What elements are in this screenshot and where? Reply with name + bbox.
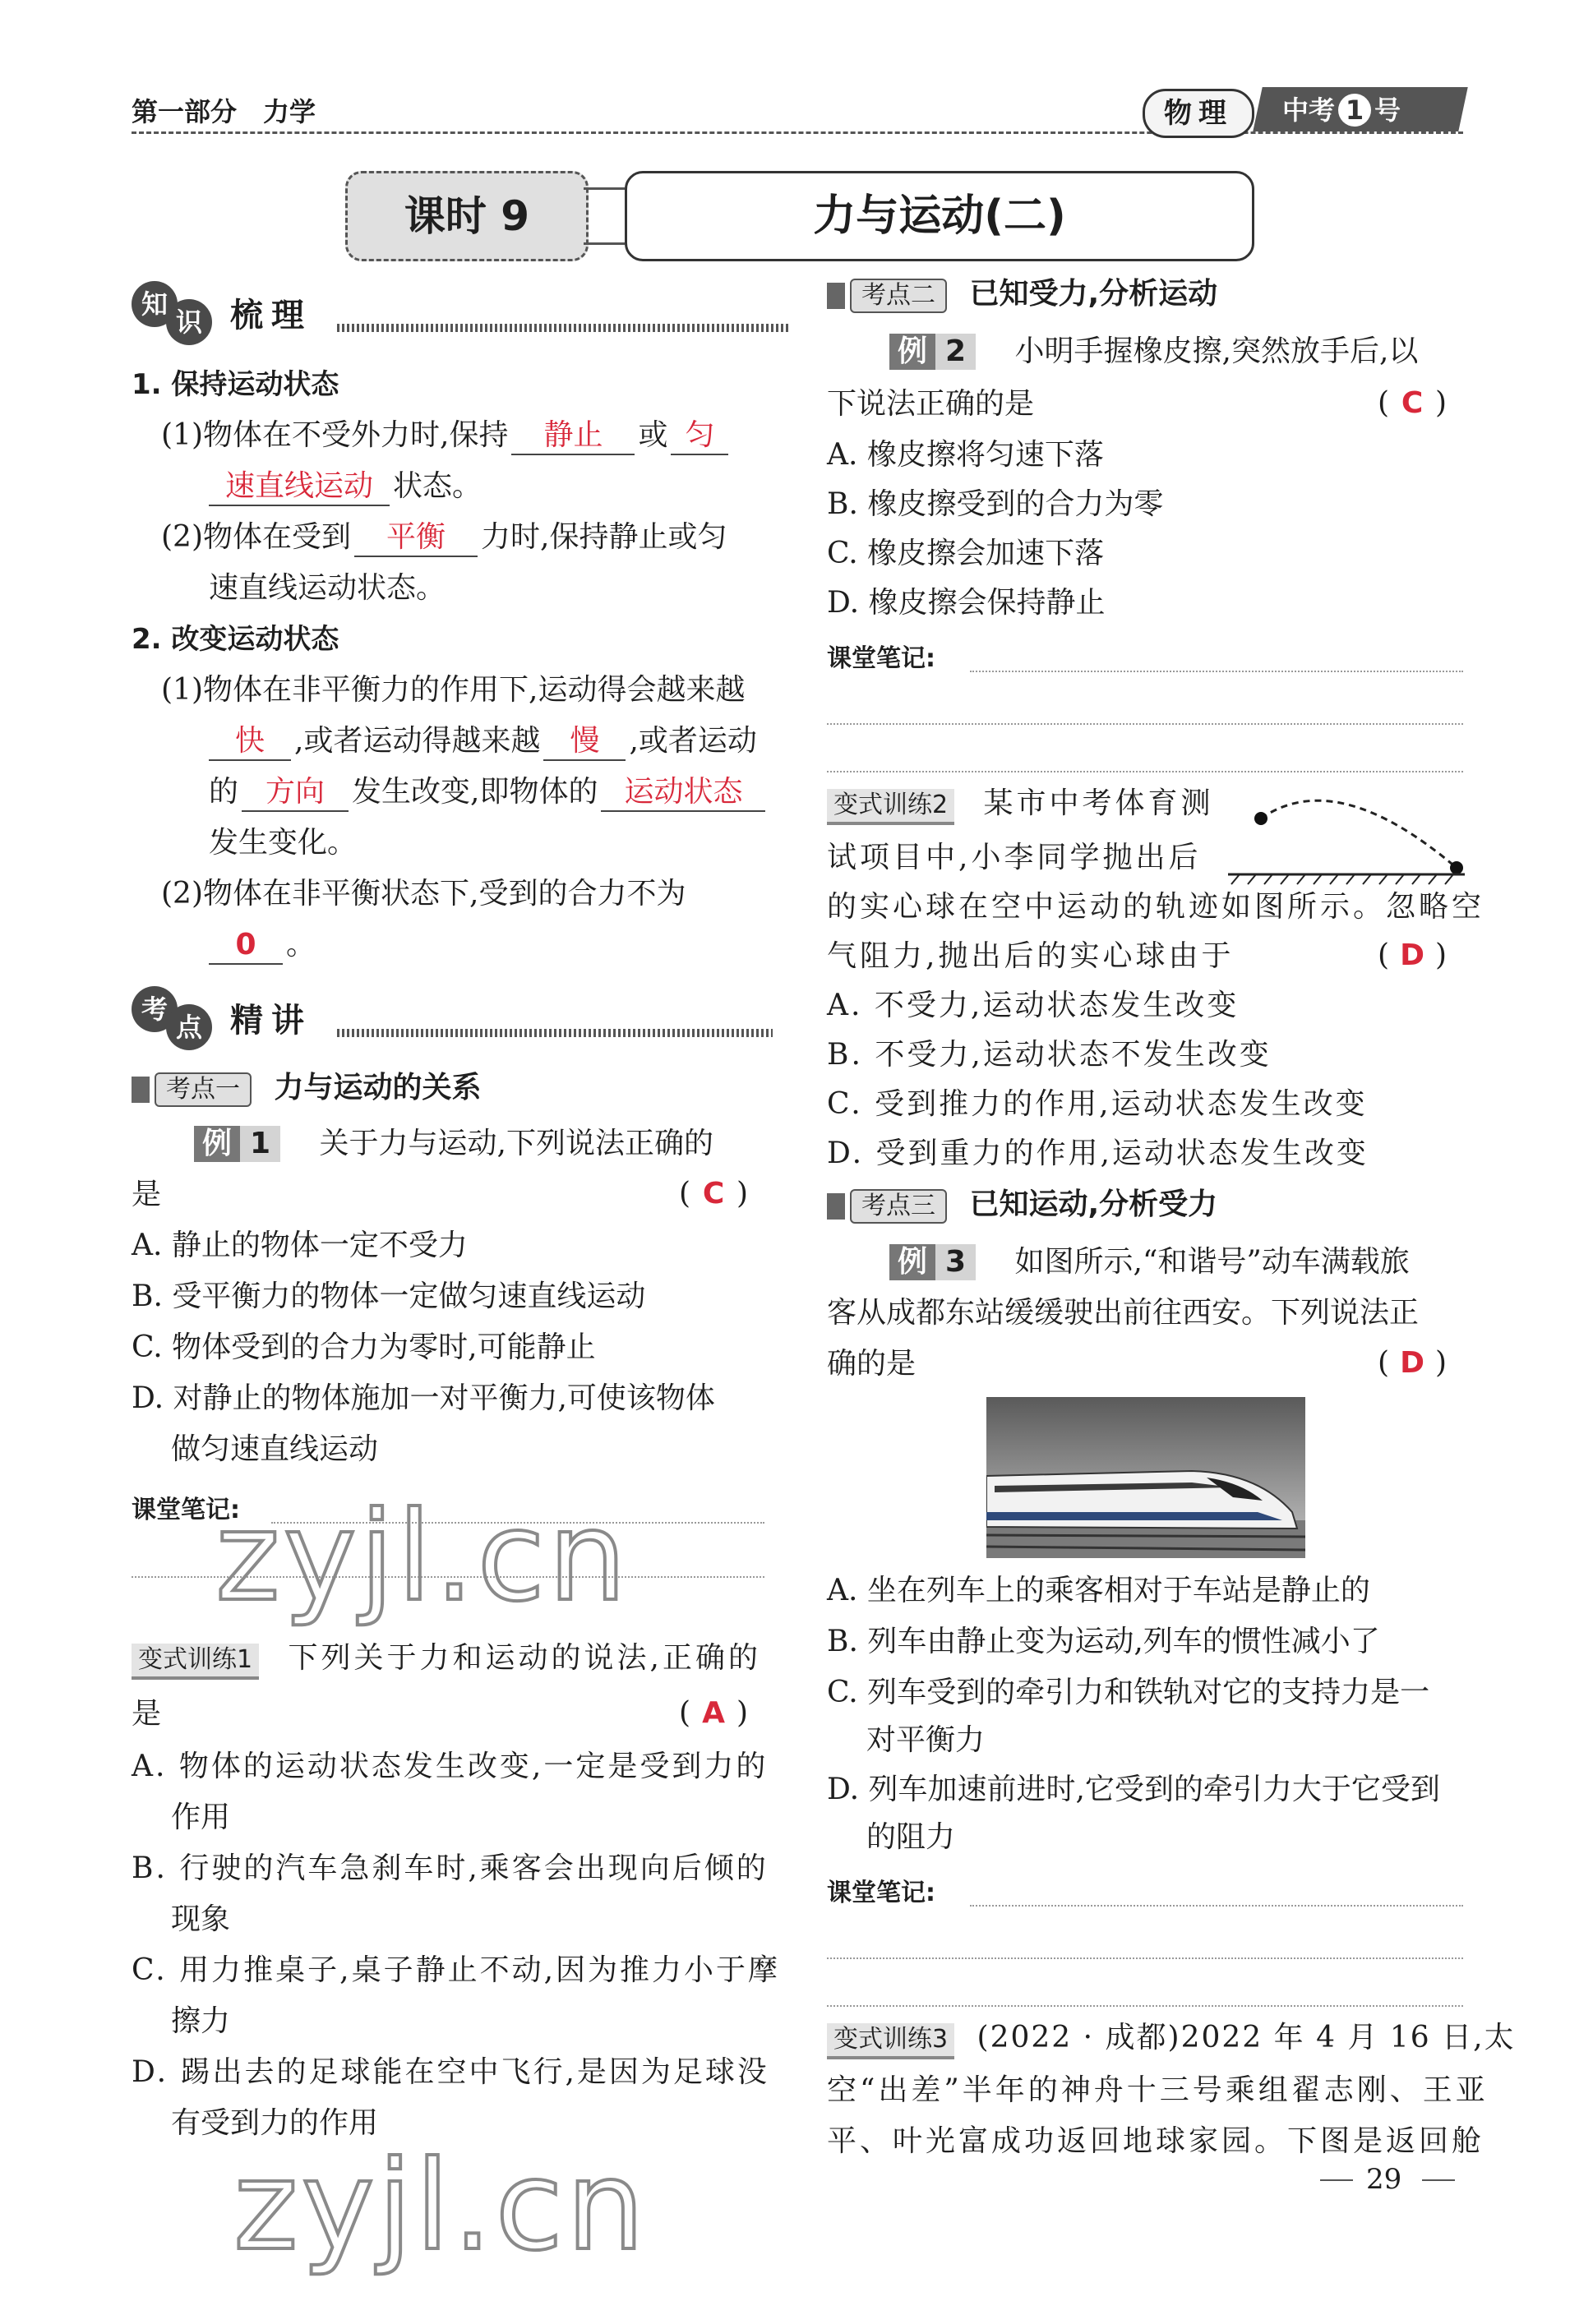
kaodian-badge-1: 考 <box>132 986 178 1032</box>
part-label: 第一部分 力学 <box>132 96 316 127</box>
ex3-option-c: C. 列车受到的牵引力和铁轨对它的支持力是一 <box>827 1676 1430 1709</box>
bs2-option-b: B. 不受力,运动状态不发生改变 <box>827 1038 1272 1072</box>
ex3-option-b: B. 列车由静止变为运动,列车的惯性减小了 <box>827 1625 1380 1658</box>
s1-item1-line1: (1)物体在不受外力时,保持 静止 或 匀 <box>161 417 732 455</box>
ex3-num: 3 <box>935 1244 976 1280</box>
ex2-num: 2 <box>935 334 976 370</box>
kd2-tag: 考点二 <box>850 279 947 313</box>
s2-title: 2. 改变运动状态 <box>132 623 339 656</box>
door-icon <box>827 283 845 309</box>
s2-item1-line4: 发生变化。 <box>209 826 358 860</box>
answer-blank: 方向 <box>242 774 349 812</box>
ex1-option-c: C. 物体受到的合力为零时,可能静止 <box>132 1330 596 1364</box>
kd1-note-label: 课堂笔记: <box>132 1496 240 1524</box>
bs1-line1: 变式训练1 下列关于力和运动的说法,正确的 <box>132 1640 761 1680</box>
answer-blank: 匀 <box>671 417 728 455</box>
note-line <box>827 2005 1463 2007</box>
answer-blank: 0 <box>209 927 283 965</box>
ex2-option-b: B. 橡皮擦受到的合力为零 <box>827 487 1164 521</box>
kd2-note-label: 课堂笔记: <box>827 644 935 673</box>
ex2-line2: 下说法正确的是 <box>827 387 1035 421</box>
kaodian-bar <box>337 1029 773 1037</box>
bs2-line4: 气阻力,抛出后的实心球由于 <box>827 939 1235 973</box>
watermark: zyjl.cn <box>215 1486 630 1629</box>
ex1-option-d-cont: 做匀速直线运动 <box>171 1432 379 1466</box>
ex2-answer: ( C ) <box>1378 386 1448 420</box>
bs1-option-a-cont: 作用 <box>171 1801 231 1834</box>
kd3-tag: 考点三 <box>850 1189 947 1224</box>
lesson-label: 课时 9 <box>404 192 530 240</box>
series-number: 1 <box>1338 94 1371 127</box>
ex3-answer: ( D ) <box>1378 1346 1448 1380</box>
header-rule <box>132 131 1463 134</box>
trajectory-figure <box>1221 782 1468 889</box>
watermark: zyjl.cn <box>233 2135 649 2278</box>
answer-blank: 慢 <box>543 723 626 761</box>
zhishi-heading <box>132 281 789 339</box>
ex1-option-d: D. 对静止的物体施加一对平衡力,可使该物体 <box>132 1381 715 1415</box>
bs3-line2: 空“出差”半年的神舟十三号乘组翟志刚、王亚 <box>827 2073 1489 2107</box>
bs1-answer: ( A ) <box>679 1696 749 1730</box>
lesson-connector <box>584 187 625 245</box>
lesson-title-box <box>625 171 1254 261</box>
kd3-title: 已知运动,分析受力 <box>969 1187 1218 1221</box>
bs2-option-a: A. 不受力,运动状态发生改变 <box>827 989 1240 1022</box>
answer-blank: 速直线运动 <box>209 468 390 506</box>
door-icon <box>132 1077 150 1103</box>
kd3-note-label: 课堂笔记: <box>827 1879 935 1907</box>
bs1-option-d: D. 踢出去的足球能在空中飞行,是因为足球没 <box>132 2055 769 2089</box>
note-line <box>970 671 1463 672</box>
kaodian-label: 精讲 <box>230 1002 312 1040</box>
ex1-line2: 是 <box>132 1178 162 1211</box>
subject-badge <box>1143 89 1254 138</box>
ex1-label: 例 <box>194 1126 240 1162</box>
answer-blank: 平衡 <box>354 519 478 557</box>
ex1-option-b: B. 受平衡力的物体一定做匀速直线运动 <box>132 1280 646 1313</box>
page-number-rule-left <box>1320 2179 1353 2181</box>
zhishi-badge-2: 识 <box>166 299 212 345</box>
ex3-option-c-cont: 对平衡力 <box>866 1723 986 1757</box>
s2-item1-line2: 快 ,或者运动得越来越 慢 ,或者运动 <box>209 723 757 761</box>
kd2-title: 已知受力,分析运动 <box>969 277 1218 311</box>
kd3-heading <box>827 1187 1217 1224</box>
ex2-label: 例 <box>889 334 935 370</box>
s1-item2-line1: (2)物体在受到 平衡 力时,保持静止或匀 <box>161 519 727 557</box>
s2-item1-line1: (1)物体在非平衡力的作用下,运动得会越来越 <box>161 673 746 707</box>
ex3-line1: 例 3 如图所示,“和谐号”动车满载旅 <box>889 1244 1410 1280</box>
ex1-answer: ( C ) <box>679 1177 749 1210</box>
zhishi-label: 梳理 <box>230 297 312 334</box>
answer-blank: 静止 <box>511 417 635 455</box>
note-line <box>970 1905 1463 1907</box>
ex1-num: 1 <box>240 1126 280 1162</box>
ex2-option-c: C. 橡皮擦会加速下落 <box>827 537 1105 570</box>
bs1-option-a: A. 物体的运动状态发生改变,一定是受到力的 <box>132 1750 769 1783</box>
note-line <box>827 723 1463 725</box>
bs2-tag: 变式训练2 <box>827 789 954 825</box>
bs2-line3: 的实心球在空中运动的轨迹如图所示。忽略空 <box>827 890 1485 924</box>
answer-blank: 快 <box>209 723 291 761</box>
page-number: 29 <box>1366 2163 1402 2196</box>
s2-item2-line2: 0 。 <box>209 927 316 965</box>
kd1-tag: 考点一 <box>155 1072 252 1107</box>
trajectory-curve <box>1261 800 1457 868</box>
page-number-rule-right <box>1422 2179 1455 2181</box>
bs1-option-d-cont: 有受到力的作用 <box>171 2106 379 2140</box>
s1-item2-line2: 速直线运动状态。 <box>209 571 446 605</box>
ex3-line2: 客从成都东站缓缓驶出前往西安。下列说法正 <box>827 1296 1420 1330</box>
zhishi-badge-1: 知 <box>132 281 178 327</box>
bs1-option-b-cont: 现象 <box>171 1902 231 1936</box>
bs2-answer: ( D ) <box>1378 938 1448 972</box>
ground-hatch <box>1231 874 1453 884</box>
ex2-option-a: A. 橡皮擦将匀速下落 <box>827 438 1104 472</box>
series-label: 中考 1 号 <box>1282 95 1401 126</box>
s2-item1-line3: 的 方向 发生改变,即物体的 运动状态 <box>209 774 769 812</box>
kaodian-heading <box>132 986 773 1044</box>
s2-item2-line1: (2)物体在非平衡状态下,受到的合力不为 <box>161 877 686 911</box>
ball-start <box>1254 812 1267 825</box>
bs3-line3: 平、叶光富成功返回地球家园。下图是返回舱 <box>827 2124 1485 2158</box>
note-line <box>827 771 1463 772</box>
kaodian-badge-2: 点 <box>166 1004 212 1050</box>
bs1-line2: 是 <box>132 1697 162 1731</box>
ex3-option-d: D. 列车加速前进时,它受到的牵引力大于它受到 <box>827 1773 1440 1806</box>
ex3-option-d-cont: 的阻力 <box>866 1820 956 1854</box>
ex2-option-d: D. 橡皮擦会保持静止 <box>827 586 1106 620</box>
ex1-option-a: A. 静止的物体一定不受力 <box>132 1229 468 1262</box>
door-icon <box>827 1193 845 1220</box>
answer-blank: 运动状态 <box>601 774 765 812</box>
subject-label: 物理 <box>1164 97 1233 130</box>
bs1-tag: 变式训练1 <box>132 1644 259 1680</box>
kd1-heading <box>132 1070 481 1107</box>
kd2-heading <box>827 276 1217 313</box>
bs3-line1: 变式训练3 (2022 · 成都)2022 年 4 月 16 日,太 <box>827 2020 1516 2059</box>
bs2-line1: 变式训练2 某市中考体育测 <box>827 786 1214 825</box>
bs2-option-c: C. 受到推力的作用,运动状态发生改变 <box>827 1087 1368 1121</box>
train-stripe <box>986 1512 1282 1520</box>
ex3-line3: 确的是 <box>827 1347 917 1381</box>
ball-end <box>1450 861 1463 874</box>
s1-title: 1. 保持运动状态 <box>132 368 339 401</box>
bs2-line2: 试项目中,小李同学抛出后 <box>827 841 1202 874</box>
bs1-option-b: B. 行驶的汽车急刹车时,乘客会出现向后倾的 <box>132 1851 769 1885</box>
bs1-option-c-cont: 擦力 <box>171 2004 231 2038</box>
train-photo <box>986 1397 1305 1558</box>
bs1-option-c: C. 用力推桌子,桌子静止不动,因为推力小于摩 <box>132 1953 781 1987</box>
lesson-title: 力与运动(二) <box>813 191 1066 241</box>
ex3-option-a: A. 坐在列车上的乘客相对于车站是静止的 <box>827 1574 1370 1607</box>
note-line <box>827 1957 1463 1959</box>
lesson-label-box <box>345 171 589 261</box>
s1-item1-line2: 速直线运动 状态。 <box>209 468 482 506</box>
kd1-title: 力与运动的关系 <box>274 1071 482 1104</box>
ex1-line1: 例 1 关于力与运动,下列说法正确的 <box>194 1126 713 1162</box>
ex3-label: 例 <box>889 1244 935 1280</box>
bs3-tag: 变式训练3 <box>827 2023 954 2059</box>
ex2-line1: 例 2 小明手握橡皮擦,突然放手后,以 <box>889 334 1418 370</box>
bs2-option-d: D. 受到重力的作用,运动状态发生改变 <box>827 1137 1369 1170</box>
zhishi-bar <box>337 324 789 332</box>
